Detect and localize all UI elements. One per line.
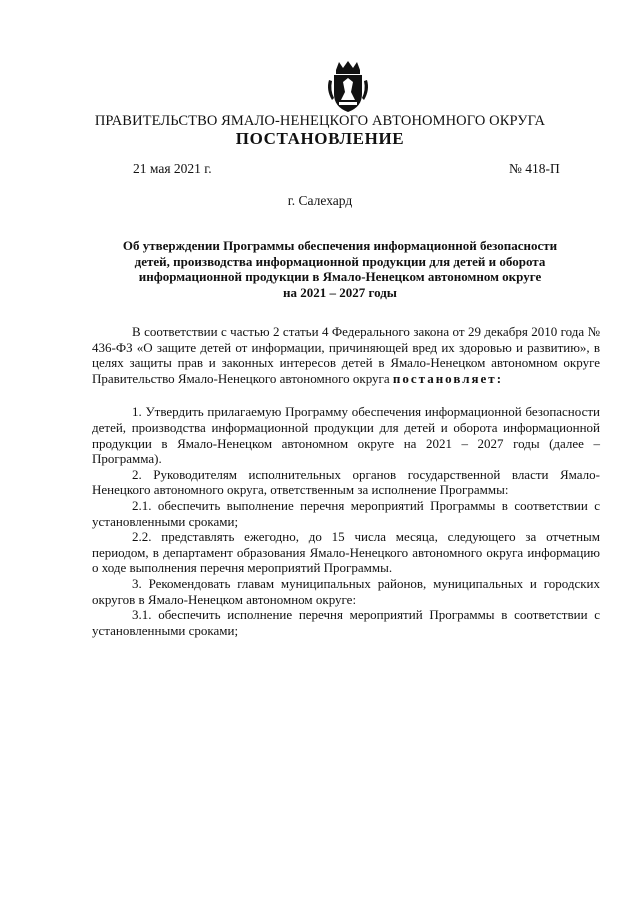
government-name: ПРАВИТЕЛЬСТВО ЯМАЛО-НЕНЕЦКОГО АВТОНОМНОГО ОКРУГА bbox=[94, 113, 546, 129]
title-line: Об утверждении Программы обеспечения информационной безопасности bbox=[122, 238, 558, 253]
document-body bbox=[92, 324, 600, 638]
document-date: 21 мая 2021 г. bbox=[133, 161, 212, 176]
coat-of-arms-icon bbox=[323, 60, 373, 114]
preamble-paragraph bbox=[92, 324, 600, 386]
document-city: г. Салехард bbox=[287, 193, 353, 208]
list-item: 2.1. обеспечить выполнение перечня мероприятий Программы в соответствии с установленными сроками; bbox=[92, 497, 600, 529]
document-type: ПОСТАНОВЛЕНИЕ bbox=[235, 129, 405, 148]
title-line: детей, производства информационной продукции для детей и оборота bbox=[134, 253, 546, 269]
title-line: на 2021 – 2027 годы bbox=[283, 284, 397, 300]
document-number: № 418-П bbox=[509, 161, 560, 176]
list-item: 1. Утвердить прилагаемую Программу обеспечения информационной безопасности детей, производства информационной продукции для детей и оборота информационной продукции в Ямало-Ненецком автономном округе на 2021 – 2027 годы (далее – Программа). bbox=[92, 404, 600, 467]
preamble-text: В соответствии с частью 2 статьи 4 Федерального закона от 29 декабря 2010 года № 436-ФЗ «О защите детей от информации, причиняющей вред их здоровью и развитию», в целях защиты прав и законных интересов детей в Ямало-Ненецком автономном округе Правительство Ямало-Ненецкого автономного округа bbox=[92, 324, 600, 386]
document-title bbox=[100, 238, 580, 300]
list-item: 2. Руководителям исполнительных органов государственной власти Ямало-Ненецкого автономного округа, ответственным за исполнение Программы: bbox=[92, 466, 600, 498]
list-item: 3.1. обеспечить исполнение перечня мероприятий Программы в соответствии с установленными сроками; bbox=[92, 607, 600, 638]
list-item: 2.2. представлять ежегодно, до 15 числа месяца, следующего за отчетным периодом, в департамент образования Ямало-Ненецкого автономного округа информацию о ходе выполнения перечня мероприятий Программы. bbox=[92, 529, 600, 576]
title-line: информационной продукции в Ямало-Ненецком автономном округе bbox=[138, 269, 542, 284]
list-item: 3. Рекомендовать главам муниципальных районов, муниципальных и городских округов в Ямало-Ненецком автономном округе: bbox=[92, 575, 600, 607]
decree-word: постановляет: bbox=[392, 370, 504, 386]
